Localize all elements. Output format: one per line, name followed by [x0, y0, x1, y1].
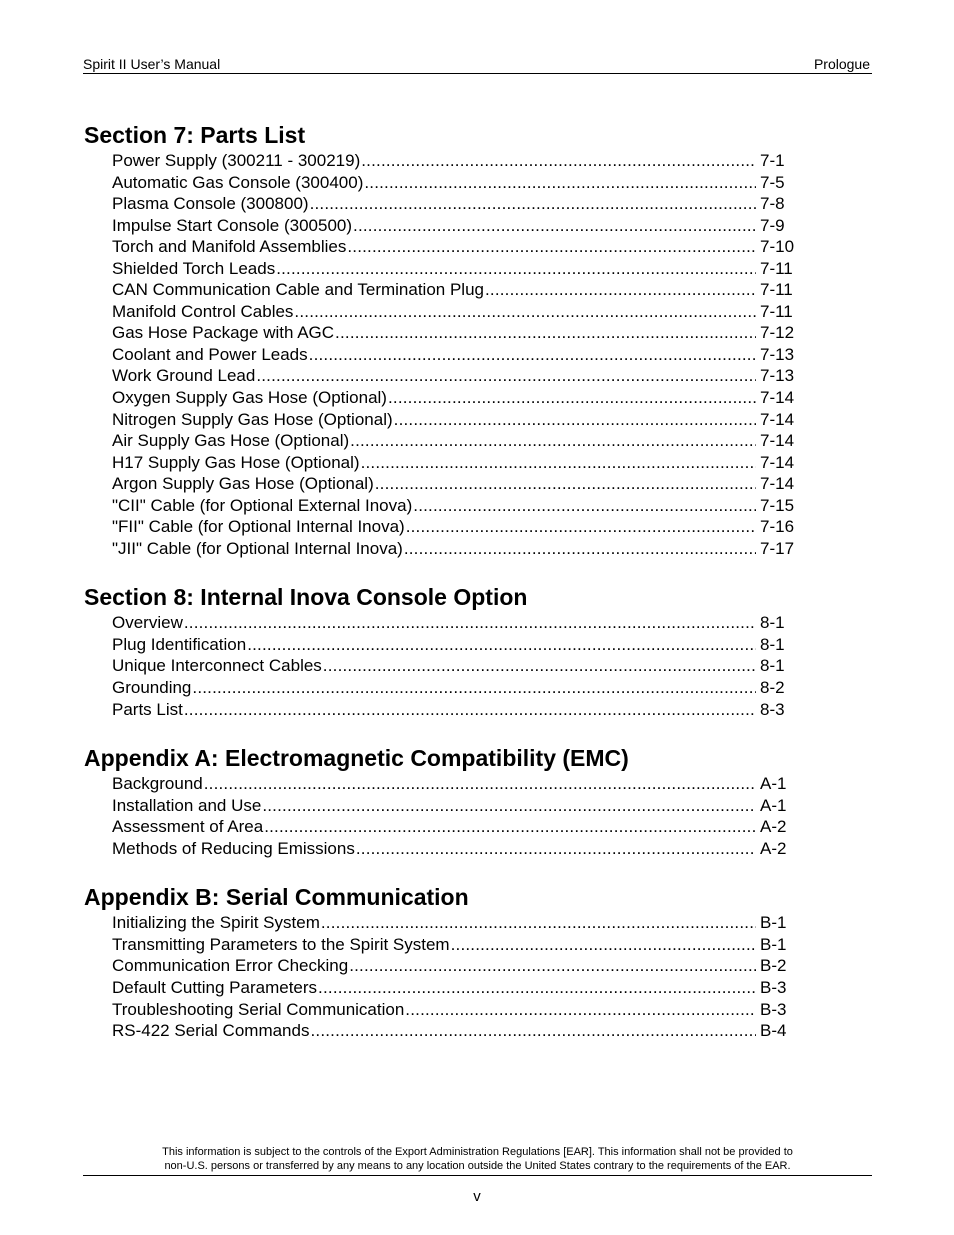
toc-entry-label: Torch and Manifold Assemblies [112, 237, 347, 257]
toc-entry-label: Communication Error Checking [112, 956, 349, 976]
toc-entry-page: 7-14 [760, 431, 795, 451]
toc-entry-label: Initializing the Spirit System [112, 913, 320, 933]
dot-leader [413, 495, 756, 517]
dot-leader [361, 150, 756, 172]
dot-leader [406, 516, 756, 538]
toc-entry-page: 7-14 [760, 409, 795, 429]
toc-entry[interactable] [112, 934, 787, 956]
toc-entry-label: Plug Identification [112, 634, 247, 654]
toc-entry-page: 7-11 [760, 258, 793, 278]
toc-entry-page: A-2 [760, 817, 787, 837]
toc-entry-label: Unique Interconnect Cables [112, 656, 322, 676]
toc-entry-page: 8-1 [760, 656, 785, 676]
manual-title: Spirit II User’s Manual [83, 56, 221, 72]
toc-entry-page: 7-12 [760, 323, 795, 343]
toc-entry[interactable] [112, 452, 795, 474]
dot-leader [204, 773, 756, 795]
toc-entry-label: Automatic Gas Console (300400) [112, 172, 364, 192]
toc-entry-label: Air Supply Gas Hose (Optional) [112, 431, 350, 451]
toc-entry[interactable] [112, 344, 795, 366]
dot-leader [356, 838, 756, 860]
dot-leader [323, 655, 756, 677]
toc-entry-page: 8-3 [760, 699, 785, 719]
dot-leader [405, 999, 756, 1021]
toc-entry-page: B-3 [760, 999, 787, 1019]
toc-entry[interactable] [112, 301, 793, 323]
toc-entry-list [84, 773, 804, 859]
toc-entry-label: Background [112, 774, 203, 794]
toc-entry-label: Parts List [112, 699, 183, 719]
toc-entry-label: Nitrogen Supply Gas Hose (Optional) [112, 409, 393, 429]
dot-leader [262, 795, 756, 817]
toc-entry[interactable] [112, 677, 787, 699]
toc-entry-label: Gas Hose Package with AGC [112, 323, 335, 343]
dot-leader [347, 236, 756, 258]
toc-entry[interactable] [112, 215, 787, 237]
toc-entry[interactable] [112, 495, 795, 517]
toc-entry-label: "CII" Cable (for Optional External Inova) [112, 495, 413, 515]
dot-leader [349, 955, 756, 977]
toc-entry-list [84, 150, 804, 559]
dot-leader [335, 322, 756, 344]
export-notice-line-2: non-U.S. persons or transferred by any means to any location outside the United States contrary to the requirements of the EAR. [164, 1160, 791, 1172]
toc-entry-label: Work Ground Lead [112, 366, 256, 386]
dot-leader [310, 193, 756, 215]
toc-section [84, 744, 804, 859]
dot-leader [404, 538, 756, 560]
toc-entry[interactable] [112, 655, 787, 677]
section-title: Appendix A: Electromagnetic Compatibility (EMC) [84, 745, 629, 772]
toc-entry[interactable] [112, 172, 787, 194]
dot-leader [485, 279, 756, 301]
dot-leader [375, 473, 756, 495]
toc-entry[interactable] [112, 912, 787, 934]
toc-entry-label: RS-422 Serial Commands [112, 1021, 310, 1041]
toc-entry-page: 7-16 [760, 517, 795, 537]
toc-entry[interactable] [112, 538, 795, 560]
dot-leader [451, 934, 756, 956]
toc-entry-page: 7-14 [760, 388, 795, 408]
dot-leader [294, 301, 756, 323]
toc-section [84, 121, 804, 559]
dot-leader [350, 430, 756, 452]
toc-entry-page: 7-14 [760, 452, 795, 472]
toc-entry[interactable] [112, 258, 793, 280]
dot-leader [321, 912, 756, 934]
toc-entry[interactable] [112, 838, 787, 860]
chapter-name: Prologue [813, 56, 870, 72]
toc-entry-label: CAN Communication Cable and Termination Plug [112, 280, 484, 300]
toc-entry-label: "FII" Cable (for Optional Internal Inova) [112, 517, 405, 537]
dot-leader [309, 344, 756, 366]
toc-entry[interactable] [112, 977, 787, 999]
toc-entry[interactable] [112, 1020, 787, 1042]
dot-leader [394, 409, 756, 431]
toc-entry[interactable] [112, 150, 787, 172]
toc-entry-page: B-4 [760, 1021, 787, 1041]
toc-entry-label: Impulse Start Console (300500) [112, 215, 353, 235]
toc-section [84, 583, 804, 720]
dot-leader [264, 816, 756, 838]
toc-entry-page: 8-1 [760, 634, 785, 654]
dot-leader [184, 699, 756, 721]
dot-leader [353, 215, 756, 237]
toc-entry-page: 7-9 [760, 215, 785, 235]
toc-entry-label: Plasma Console (300800) [112, 194, 309, 214]
toc-entry-label: Manifold Control Cables [112, 301, 294, 321]
toc-entry-label: Shielded Torch Leads [112, 258, 276, 278]
dot-leader [184, 612, 756, 634]
dot-leader [256, 365, 756, 387]
toc-entry-page: 7-15 [760, 495, 795, 515]
toc-entry-list [84, 612, 804, 720]
toc-entry[interactable] [112, 699, 787, 721]
toc-section [84, 883, 804, 1041]
toc-entry-page: A-1 [760, 774, 787, 794]
toc-entry-label: Grounding [112, 678, 192, 698]
toc-entry-page: 7-5 [760, 172, 785, 192]
dot-leader [388, 387, 756, 409]
toc-entry-label: Installation and Use [112, 795, 262, 815]
dot-leader [276, 258, 756, 280]
toc-entry-page: 7-11 [760, 301, 793, 321]
dot-leader [318, 977, 756, 999]
toc-entry[interactable] [112, 612, 787, 634]
toc-entry-page: B-2 [760, 956, 787, 976]
toc-entry[interactable] [112, 387, 795, 409]
toc-entry-page: 7-11 [760, 280, 793, 300]
toc-entry-label: Transmitting Parameters to the Spirit System [112, 934, 450, 954]
export-control-notice [83, 1145, 872, 1173]
toc-entry[interactable] [112, 473, 795, 495]
toc-entry-label: Oxygen Supply Gas Hose (Optional) [112, 388, 387, 408]
toc-entry-page: 7-10 [760, 237, 795, 257]
toc-entry-label: Assessment of Area [112, 817, 264, 837]
dot-leader [310, 1020, 756, 1042]
toc-entry[interactable] [112, 365, 795, 387]
toc-entry[interactable] [112, 322, 795, 344]
toc-entry-page: B-3 [760, 977, 787, 997]
dot-leader [247, 634, 756, 656]
export-notice-line-1: This information is subject to the controls of the Export Administration Regulations [EAR]. This information shall not be provided to [162, 1146, 793, 1158]
page-header [83, 56, 872, 74]
toc-entry-page: 7-13 [760, 366, 795, 386]
section-title: Appendix B: Serial Communication [84, 884, 469, 911]
toc-entry-list [84, 912, 804, 1041]
toc-entry-page: 7-17 [760, 538, 795, 558]
toc-entry[interactable] [112, 516, 795, 538]
toc-entry[interactable] [112, 955, 787, 977]
toc-entry-label: Overview [112, 613, 183, 633]
toc-entry[interactable] [112, 409, 795, 431]
toc-entry-page: 7-13 [760, 344, 795, 364]
toc-entry[interactable] [112, 236, 795, 258]
toc-entry-page: A-2 [760, 838, 787, 858]
toc-entry-page: 7-14 [760, 474, 795, 494]
toc-entry-label: Troubleshooting Serial Communication [112, 999, 405, 1019]
toc-entry-label: H17 Supply Gas Hose (Optional) [112, 452, 360, 472]
section-title: Section 7: Parts List [84, 122, 306, 148]
toc-entry-label: Methods of Reducing Emissions [112, 838, 355, 858]
toc-entry[interactable] [112, 773, 787, 795]
section-title: Section 8: Internal Inova Console Option [84, 584, 528, 611]
toc-entry[interactable] [112, 795, 787, 817]
toc-entry[interactable] [112, 816, 787, 838]
toc-entry[interactable] [112, 279, 793, 301]
page-number: v [473, 1188, 481, 1205]
toc-entry-label: Default Cutting Parameters [112, 977, 318, 997]
dot-leader [364, 172, 756, 194]
toc-entry[interactable] [112, 430, 795, 452]
dot-leader [361, 452, 756, 474]
toc-entry-label: Power Supply (300211 - 300219) [112, 151, 361, 170]
toc-entry[interactable] [112, 999, 787, 1021]
toc-entry-label: Argon Supply Gas Hose (Optional) [112, 474, 374, 494]
dot-leader [192, 677, 756, 699]
toc-entry-page: 8-1 [760, 613, 785, 633]
toc-entry-page: 8-2 [760, 678, 785, 698]
toc-entry-page: 7-8 [760, 194, 785, 214]
toc-entry-page: B-1 [760, 913, 787, 933]
toc-entry-page: 7-1 [760, 151, 785, 170]
footer-divider [83, 1175, 872, 1176]
toc-entry-page: B-1 [760, 934, 787, 954]
table-of-contents [84, 121, 804, 1066]
toc-entry[interactable] [112, 634, 787, 656]
toc-entry-label: "JII" Cable (for Optional Internal Inova) [112, 538, 403, 558]
toc-entry-page: A-1 [760, 795, 787, 815]
toc-entry[interactable] [112, 193, 787, 215]
toc-entry-label: Coolant and Power Leads [112, 344, 308, 364]
